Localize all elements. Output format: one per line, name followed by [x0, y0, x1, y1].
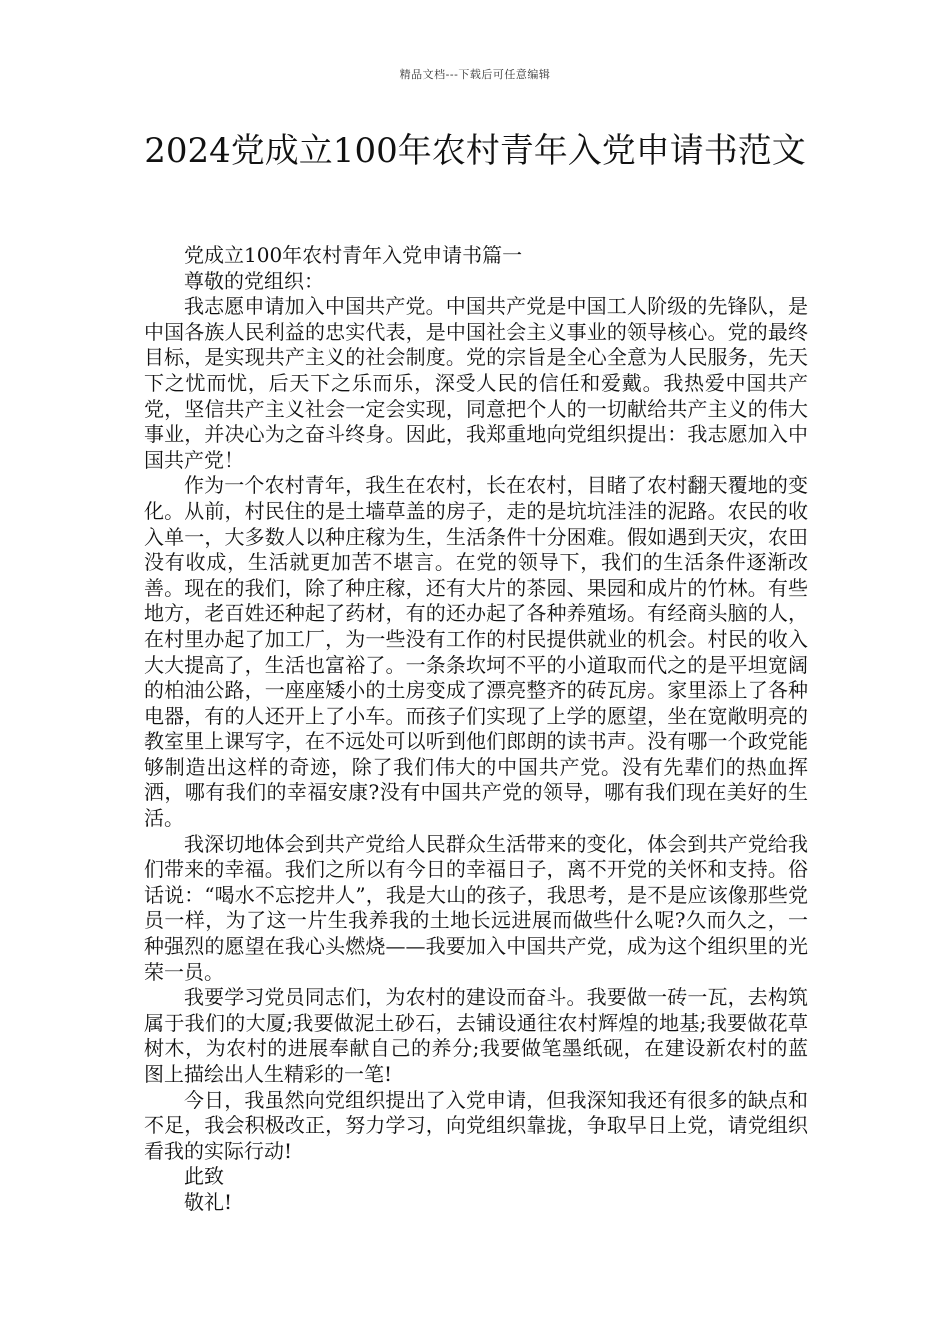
paragraph: 作为一个农村青年，我生在农村，长在农村，目睹了农村翻天覆地的变化。从前，村民住的是土墙草盖的房子，走的是坑坑洼洼的泥路。农民的收入单一，大多数人以种庄稼为生，生活条件十分困难。假如遇到天灾，农田没有收成，生活就更加苦不堪言。在党的领导下，我们的生活条件逐渐改善。现在的我们，除了种庄稼，还有大片的茶园、果园和成片的竹林。有些地方，老百姓还种起了药材，有的还办起了各种养殖场。有经商头脑的人，在村里办起了加工厂，为一些没有工作的村民提供就业的机会。村民的收入大大提高了，生活也富裕了。一条条坎坷不平的小道取而代之的是平坦宽阔的柏油公路，一座座矮小的土房变成了漂亮整齐的砖瓦房。家里添上了各种电器，有的人还开上了小车。而孩子们实现了上学的愿望，坐在宽敞明亮的教室里上课写字，在不远处可以听到他们郎朗的读书声。没有哪一个政党能够制造出这样的奇迹，除了我们伟大的中国共产党。没有先辈们的热血挥洒，哪有我们的幸福安康?没有中国共产党的领导，哪有我们现在美好的生活。: [144, 473, 808, 831]
document-body: [144, 243, 808, 1216]
header-note: 精品文档---下载后可任意编辑: [399, 68, 551, 81]
paragraph: 我志愿申请加入中国共产党。中国共产党是中国工人阶级的先锋队，是中国各族人民利益的忠实代表，是中国社会主义事业的领导核心。党的最终目标，是实现共产主义的社会制度。党的宗旨是全心全意为人民服务，先天下之忧而忧，后天下之乐而乐，深受人民的信任和爱戴。我热爱中国共产党，坚信共产主义社会一定会实现，同意把个人的一切献给共产主义的伟大事业，并决心为之奋斗终身。因此，我郑重地向党组织提出：我志愿加入中国共产党！: [144, 294, 808, 472]
salutation: 尊敬的党组织：: [184, 268, 324, 293]
regards-line: 敬礼!: [184, 1189, 233, 1214]
paragraph: 今日，我虽然向党组织提出了入党申请，但我深知我还有很多的缺点和不足，我会积极改正，努力学习，向党组织靠拢，争取早日上党，请党组织看我的实际行动!: [144, 1087, 808, 1163]
paragraph: 我深切地体会到共产党给人民群众生活带来的变化，体会到共产党给我们带来的幸福。我们之所以有今日的幸福日子，离不开党的关怀和支持。俗话说：“喝水不忘挖井人”，我是大山的孩子，我思考，是不是应该像那些党员一样，为了这一片生我养我的土地长远进展而做些什么呢?久而久之，一种强烈的愿望在我心头燃烧——我要加入中国共产党，成为这个组织里的光荣一员。: [144, 831, 808, 984]
closing-line: 此致: [184, 1164, 224, 1189]
section-heading: 党成立100年农村青年入党申请书篇一: [184, 243, 523, 267]
paragraph: 我要学习党员同志们，为农村的建设而奋斗。我要做一砖一瓦，去构筑属于我们的大厦;我要做泥土砂石，去铺设通往农村辉煌的地基;我要做花草树木，为农村的进展奉献自己的养分;我要做笔墨纸砚，在建设新农村的蓝图上描绘出人生精彩的一笔!: [144, 985, 808, 1086]
document-title: 2024党成立100年农村青年入党申请书范文: [144, 131, 806, 171]
